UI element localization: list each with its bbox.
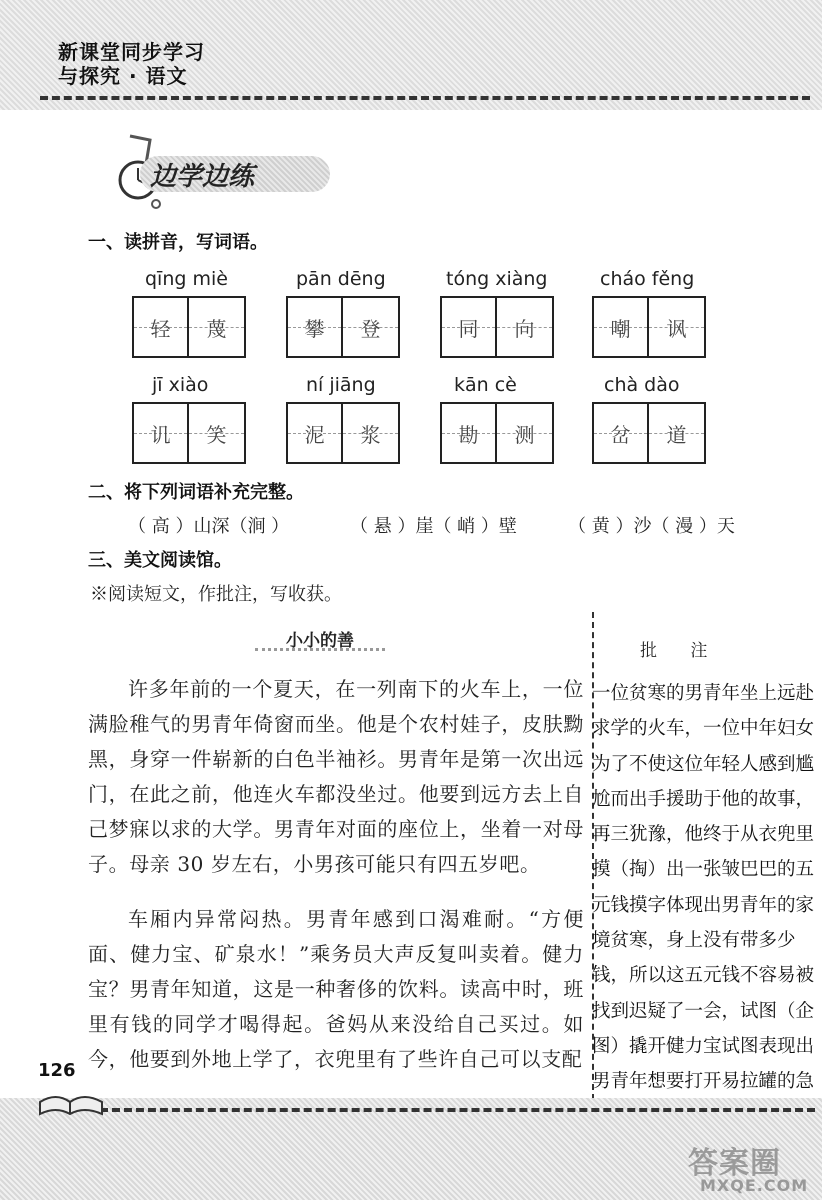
q1-label: 一、读拼音，写词语。 <box>88 232 268 253</box>
story-body <box>88 672 584 1077</box>
char-cell: 讥 <box>134 404 189 462</box>
char-cell: 轻 <box>134 298 189 356</box>
tianzi-box-8 <box>592 402 706 464</box>
char-cell: 登 <box>343 298 398 356</box>
open-book-icon <box>36 1088 106 1118</box>
char-cell: 浆 <box>343 404 398 462</box>
q3-label: 三、美文阅读馆。 <box>88 550 232 571</box>
watermark-logo: 答案圈 <box>688 1146 781 1181</box>
story-title-underline <box>255 648 385 651</box>
pinyin-6: ní jiāng <box>306 374 376 396</box>
annotation-text: 一位贫寒的男青年坐上远赴求学的火车，一位中年妇女为了不使这位年轻人感到尴尬而出手援助于他的故事，再三犹豫，他终于从衣兜里摸（掏）出一张皱巴巴的五元钱摸字体现出男青年的家境贫寒，身上没有带多少钱，所以这五元钱不容易被找到迟疑了一会，试图（企图）撬开健力宝试图表现出男青年想要打开易拉罐的急 <box>592 683 815 1093</box>
tianzi-box-1 <box>132 296 246 358</box>
tianzi-box-2 <box>286 296 400 358</box>
book-title-line2: 与探究 · 语文 <box>58 64 188 88</box>
char-cell: 勘 <box>442 404 497 462</box>
section-badge-label: 边学边练 <box>150 162 255 192</box>
footer-divider <box>100 1108 815 1112</box>
idiom-3: （ 黄 ）沙（ 漫 ）天 <box>568 516 735 537</box>
section-badge <box>100 128 330 212</box>
char-cell: 攀 <box>288 298 343 356</box>
tianzi-box-6 <box>286 402 400 464</box>
book-title <box>58 40 205 88</box>
char-cell: 笑 <box>189 404 244 462</box>
pinyin-2: pān dēng <box>296 268 386 290</box>
reading-instruction: ※阅读短文，作批注，写收获。 <box>90 584 342 605</box>
char-cell: 同 <box>442 298 497 356</box>
char-cell: 嘲 <box>594 298 649 356</box>
pinyin-3: tóng xiàng <box>446 268 548 290</box>
header-divider <box>40 96 810 100</box>
pinyin-7: kān cè <box>454 374 517 396</box>
q2-label: 二、将下列词语补充完整。 <box>88 482 304 503</box>
annotation-title: 批 注 <box>640 641 722 661</box>
char-cell: 岔 <box>594 404 649 462</box>
tianzi-box-3 <box>440 296 554 358</box>
story-title: 小小的善 <box>286 631 354 651</box>
pinyin-8: chà dào <box>604 374 680 396</box>
watermark-url: MXQE.COM <box>700 1176 809 1195</box>
char-cell: 讽 <box>649 298 704 356</box>
book-title-line1: 新课堂同步学习 <box>58 40 205 64</box>
pinyin-4: cháo fěng <box>600 268 695 290</box>
char-cell: 道 <box>649 404 704 462</box>
char-cell: 向 <box>497 298 552 356</box>
story-paragraph: 许多年前的一个夏天，在一列南下的火车上，一位满脸稚气的男青年倚窗而坐。他是个农村娃子，皮肤黝黑，身穿一件崭新的白色半袖衫。男青年是第一次出远门，在此之前，他连火车都没坐过。他要到远方去上自己梦寐以求的大学。男青年对面的座位上，坐着一对母子。母亲 30 岁左右，小男孩可能只有四五岁吧。 <box>88 677 584 876</box>
idiom-1: （ 高 ）山深（涧 ） <box>128 516 290 537</box>
story-paragraph: 车厢内异常闷热。男青年感到口渴难耐。“方便面、健力宝、矿泉水！”乘务员大声反复叫卖着。健力宝？男青年知道，这是一种奢侈的饮料。读高中时，班里有钱的同学才喝得起。爸妈从来没给自己买过。如今，他要到外地上学了，衣兜里有了些许自己可以支配 <box>88 907 584 1071</box>
pinyin-5: jī xiào <box>152 374 209 396</box>
idiom-2: （ 悬 ）崖（ 峭 ）壁 <box>350 516 517 537</box>
char-cell: 泥 <box>288 404 343 462</box>
page-number: 126 <box>38 1060 76 1081</box>
char-cell: 测 <box>497 404 552 462</box>
char-cell: 蔑 <box>189 298 244 356</box>
pinyin-1: qīng miè <box>145 268 228 290</box>
tianzi-box-7 <box>440 402 554 464</box>
tianzi-box-4 <box>592 296 706 358</box>
tianzi-box-5 <box>132 402 246 464</box>
